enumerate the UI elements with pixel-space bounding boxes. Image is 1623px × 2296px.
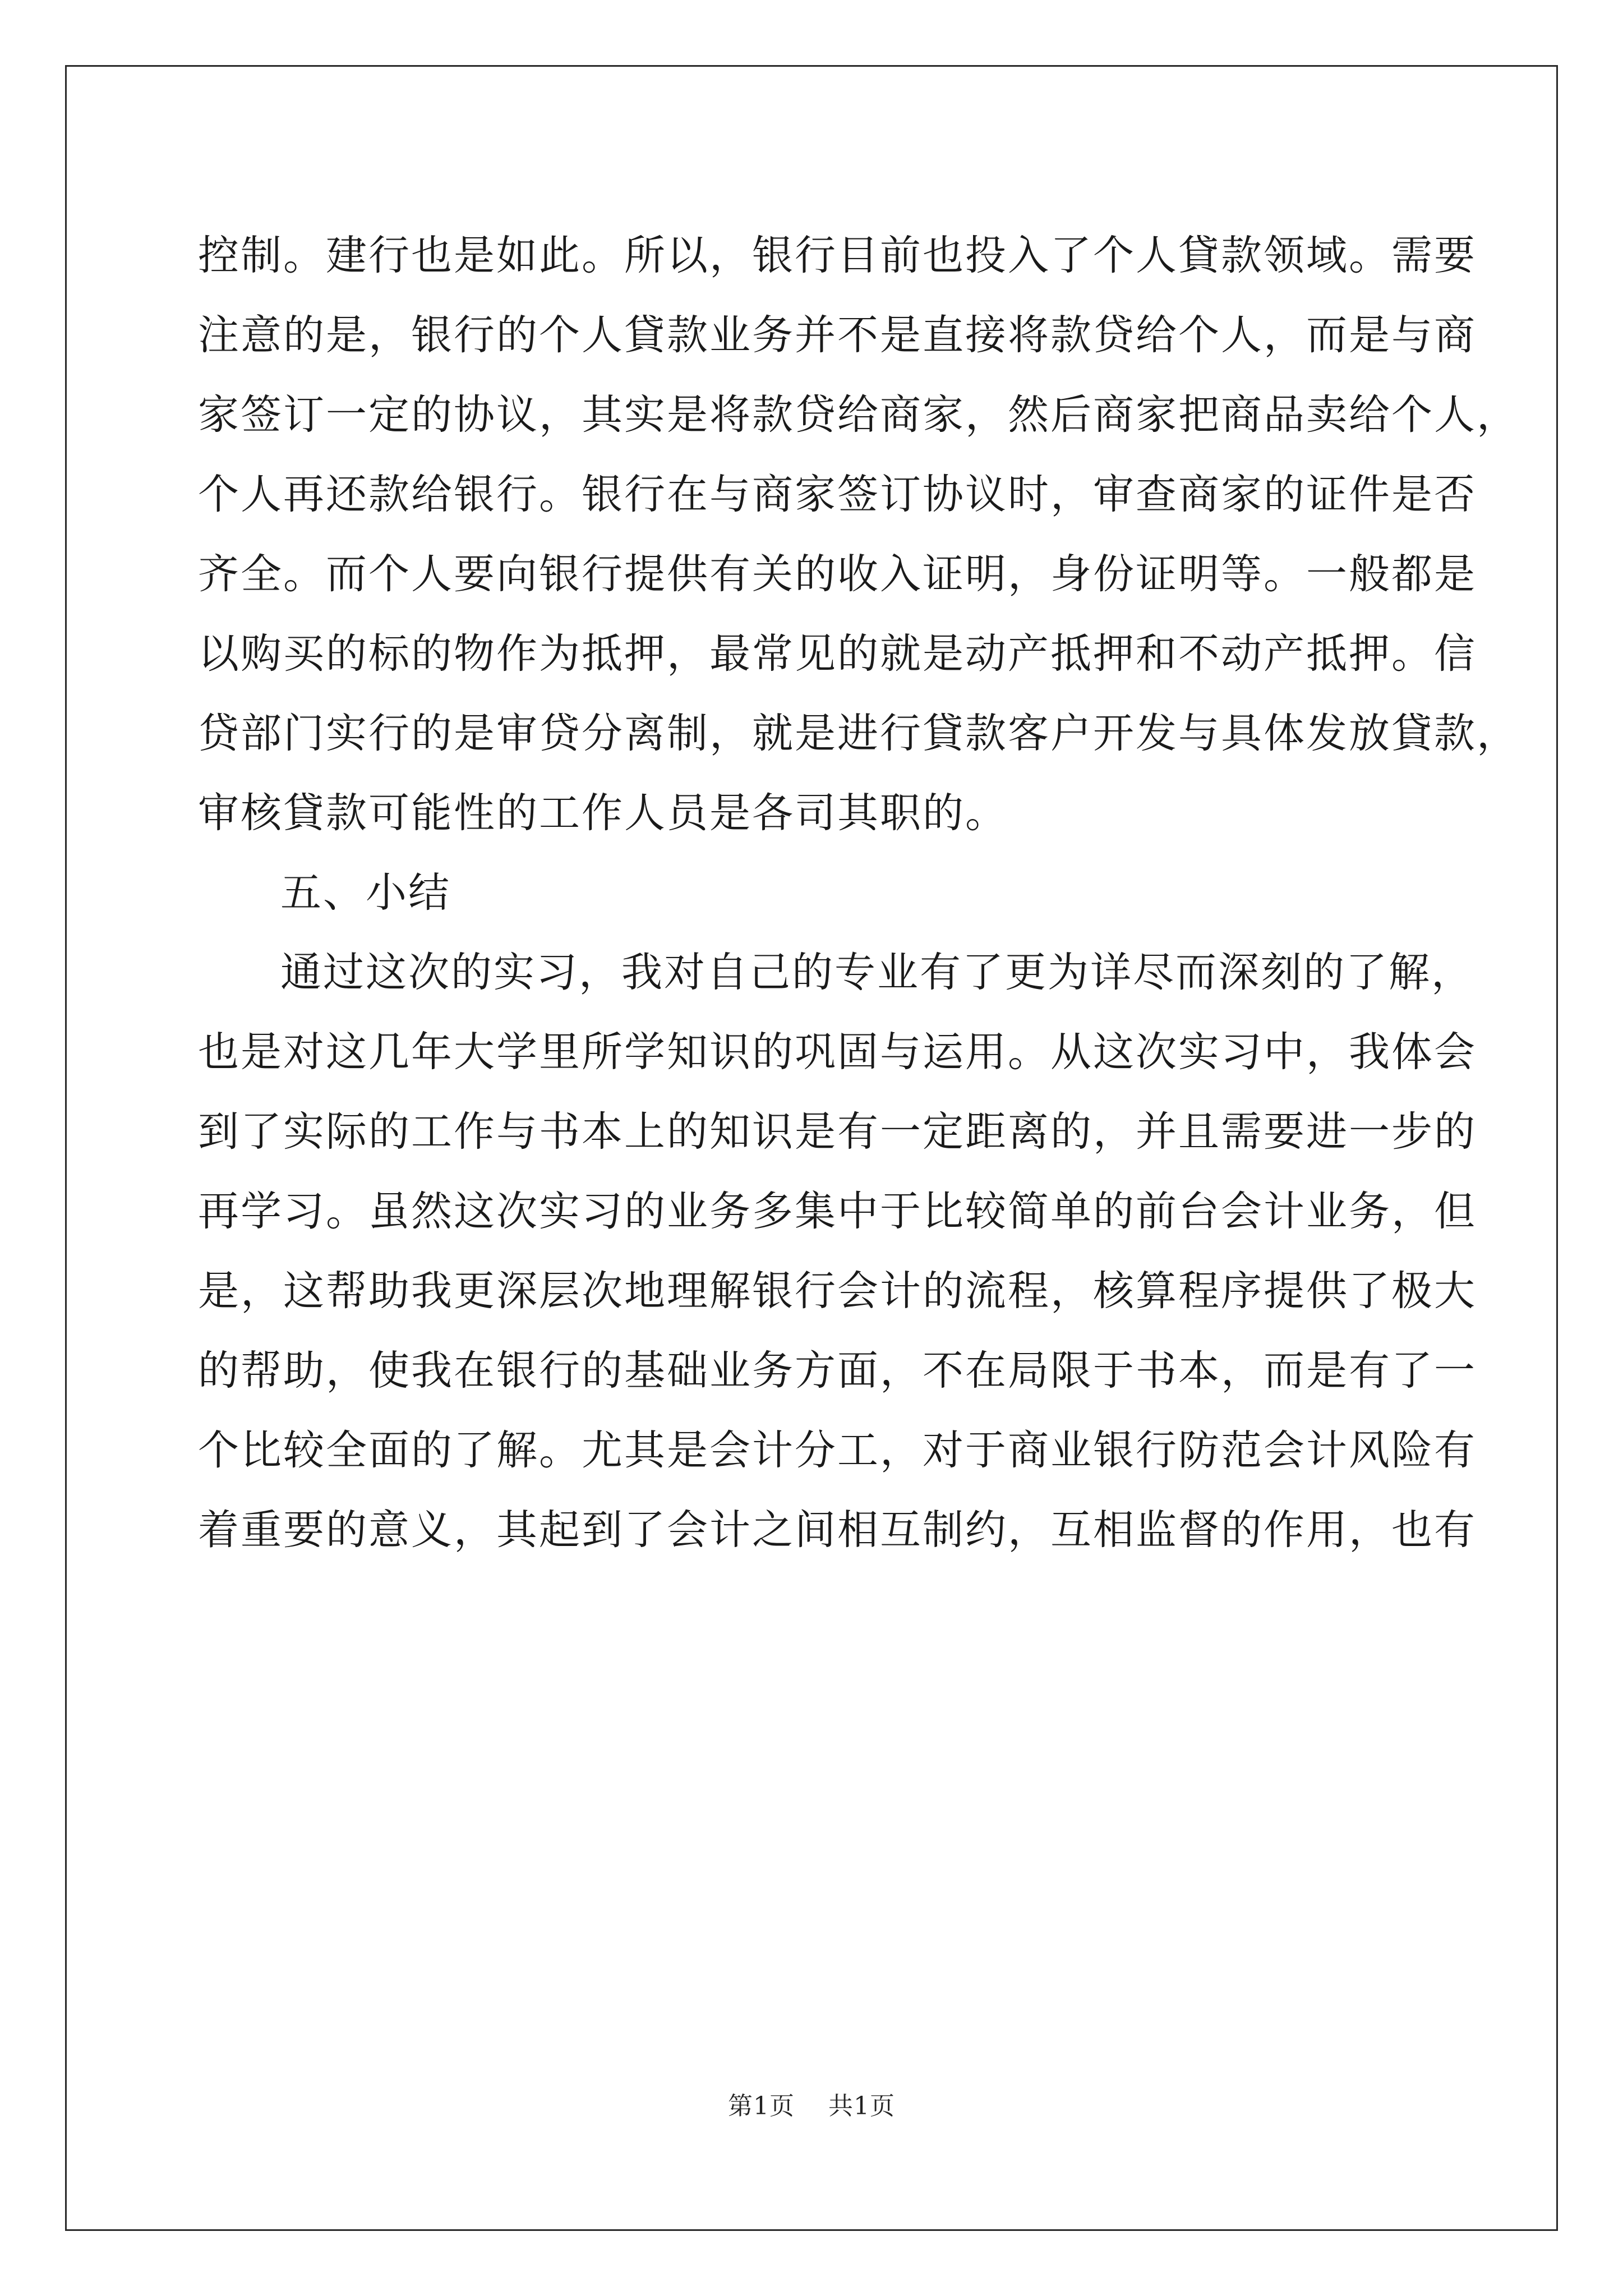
text-line: 通过这次的实习，我对自己的专业有了更为详尽而深刻的了解， xyxy=(280,949,1474,996)
text-line: 齐全。而个人要向银行提供有关的收入证明，身份证明等。一般都是 xyxy=(198,550,1477,598)
text-line: 贷部门实行的是审贷分离制，就是进行貸款客户开发与具体发放貸款， xyxy=(198,710,1519,757)
text-line: 控制。建行也是如此。所以，银行目前也投入了个人貸款领域。需要 xyxy=(198,232,1477,279)
text-line: 是，这帮助我更深层次地理解银行会计的流程，核算程序提供了极大 xyxy=(198,1267,1477,1315)
section-heading: 五、小结 xyxy=(280,869,451,917)
text-line: 以购买的标的物作为抵押，最常见的就是动产抵押和不动产抵押。信 xyxy=(198,630,1477,678)
text-line: 到了实际的工作与书本上的知识是有一定距离的，并且需要进一步的 xyxy=(198,1108,1477,1156)
text-line: 着重要的意义，其起到了会计之间相互制约，互相监督的作用，也有 xyxy=(198,1506,1477,1554)
text-line: 审核貸款可能性的工作人员是各司其职的。 xyxy=(198,789,1008,837)
text-line: 再学习。虽然这次实习的业务多集中于比较简单的前台会计业务，但 xyxy=(198,1188,1477,1235)
text-line: 家签订一定的协议，其实是将款贷给商家，然后商家把商品卖给个人， xyxy=(198,391,1519,439)
text-line: 个人再还款给银行。银行在与商家签订协议时，审查商家的证件是否 xyxy=(198,471,1477,518)
text-line: 注意的是，银行的个人貸款业务并不是直接将款贷给个人，而是与商 xyxy=(198,311,1477,359)
document-body xyxy=(198,216,1519,1570)
text-line: 也是对这几年大学里所学知识的巩固与运用。从这次实习中，我体会 xyxy=(198,1028,1477,1076)
text-line: 的帮助，使我在银行的基础业务方面，不在局限于书本，而是有了一 xyxy=(198,1347,1477,1395)
page-total: 共1页 xyxy=(828,2092,895,2120)
text-line: 个比较全面的了解。尤其是会计分工，对于商业银行防范会计风险有 xyxy=(198,1427,1477,1474)
page-number: 第1页 xyxy=(728,2092,795,2120)
page-footer xyxy=(0,2086,1623,2122)
